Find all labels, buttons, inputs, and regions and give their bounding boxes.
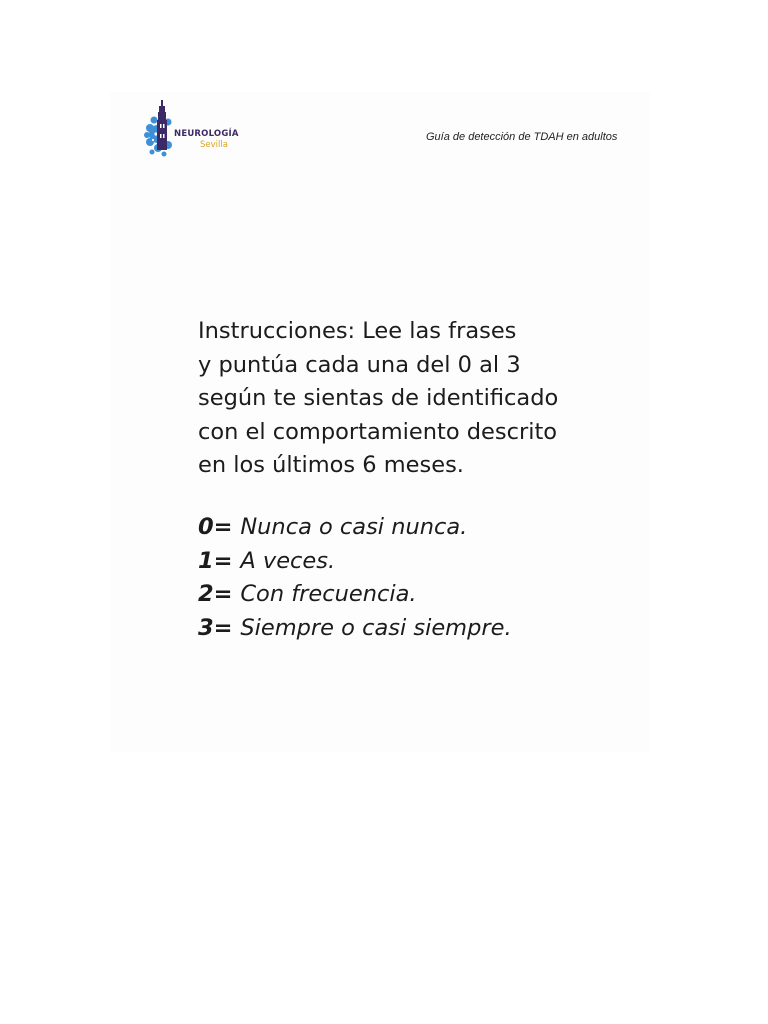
scale-key: 1=	[198, 547, 241, 574]
document-header-title: Guía de detección de TDAH en adultos	[426, 131, 618, 143]
neurologia-sevilla-logo	[144, 98, 254, 160]
instructions-line: y puntúa cada una del 0 al 3	[198, 351, 521, 378]
instructions-line: según te sientas de identificado	[198, 385, 559, 412]
scale-item	[198, 612, 628, 646]
rating-scale	[198, 511, 628, 645]
scale-key: 2=	[198, 581, 241, 608]
instructions-line: Instrucciones: Lee las frases	[198, 318, 517, 344]
scale-key: 3=	[198, 614, 241, 641]
scale-label: A veces.	[240, 547, 336, 574]
scale-key: 0=	[198, 514, 241, 540]
scale-item	[198, 511, 628, 545]
scale-label: Con frecuencia.	[240, 581, 417, 608]
scale-item	[198, 578, 628, 612]
scale-label: Nunca o casi nunca.	[240, 514, 468, 540]
instructions-line: con el comportamiento descrito	[198, 418, 558, 445]
instructions-text	[198, 315, 628, 483]
instructions-line: en los últimos 6 meses.	[198, 452, 464, 479]
scale-label: Siempre o casi siempre.	[240, 614, 512, 641]
scale-item	[198, 545, 628, 579]
logo-city: Sevilla	[200, 140, 228, 150]
logo-wordmark: NEUROLOGÍA	[174, 129, 239, 139]
